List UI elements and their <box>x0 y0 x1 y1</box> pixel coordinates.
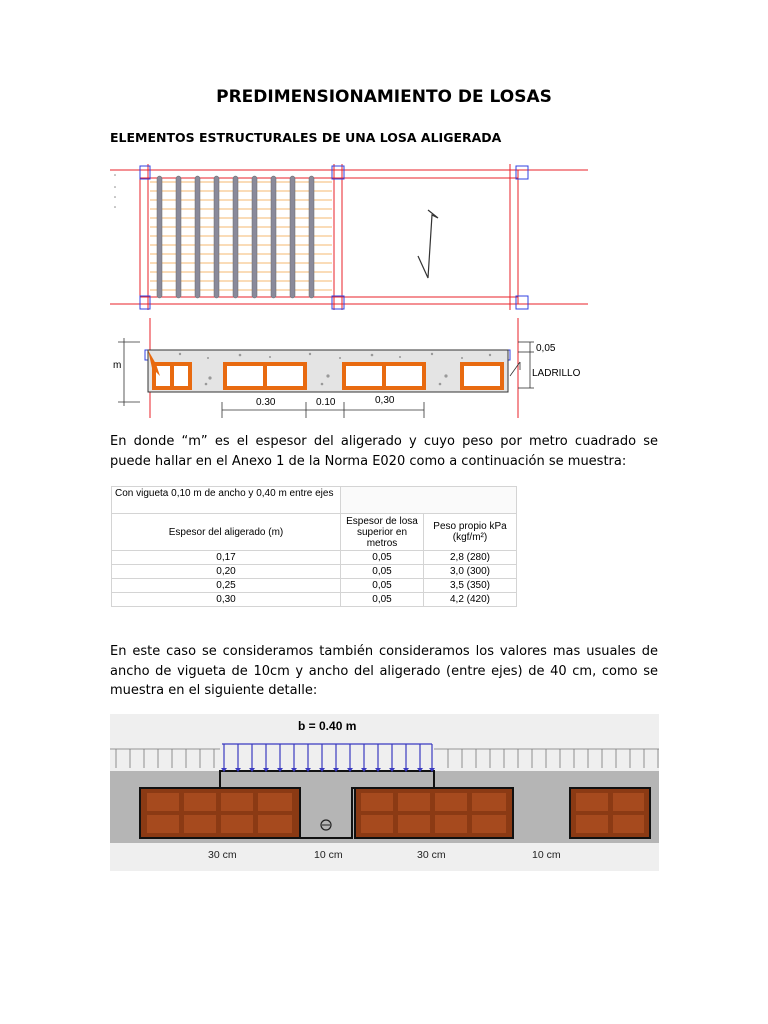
dimension-label: 10 cm <box>532 849 561 861</box>
table-cell: 0,05 <box>341 579 424 593</box>
table-header: Espesor de losa superior en metros <box>341 514 424 551</box>
table-cell: 0,05 <box>341 565 424 579</box>
table-header: Peso propio kPa (kgf/m²) <box>424 514 517 551</box>
table-cell: 0,20 <box>112 565 341 579</box>
brick-width-dimension-2: 0,30 <box>375 395 395 406</box>
table-caption: Con vigueta 0,10 m de ancho y 0,40 m entre ejes <box>112 487 341 514</box>
table-cell: 0,17 <box>112 551 341 565</box>
paragraph-detail: En este caso se consideramos también consideramos los valores mas usuales de ancho de vigueta de 10cm y ancho del aligerado (entre ejes) de 40 cm, como se muestra en el siguiente detalle: <box>110 644 658 698</box>
slab-section-drawing <box>110 318 600 418</box>
table-row <box>112 565 517 579</box>
section-subtitle: ELEMENTOS ESTRUCTURALES DE UNA LOSA ALIGERADA <box>110 130 502 145</box>
thickness-label-m: m <box>113 360 122 371</box>
table-cell: 0,05 <box>341 551 424 565</box>
table-cell: 3,5 (350) <box>424 579 517 593</box>
paragraph-intro: En donde “m” es el espesor del aligerado y cuyo peso por metro cuadrado se puede hallar en el Anexo 1 de la Norma E020 como a continuación se muestra: <box>110 434 658 469</box>
table-row <box>112 551 517 565</box>
slab-plan-drawing <box>110 160 590 322</box>
dimension-label: 30 cm <box>417 849 446 861</box>
dimension-label: 10 cm <box>314 849 343 861</box>
table-row <box>112 593 517 607</box>
e020-weight-table <box>111 486 517 607</box>
brick-width-dimension: 0.30 <box>256 397 276 408</box>
table-cell: 0,05 <box>341 593 424 607</box>
table-header: Espesor del aligerado (m) <box>112 514 341 551</box>
top-slab-dimension: 0,05 <box>536 343 556 354</box>
dimension-label: 30 cm <box>208 849 237 861</box>
table-cell: 0,30 <box>112 593 341 607</box>
joist-width-dimension: 0.10 <box>316 397 336 408</box>
table-cell: 4,2 (420) <box>424 593 517 607</box>
brick-label: LADRILLO <box>532 368 581 379</box>
page-title: PREDIMENSIONAMIENTO DE LOSAS <box>216 87 552 107</box>
width-label: b = 0.40 m <box>298 719 357 733</box>
joist-detail-drawing <box>110 714 659 871</box>
table-cell: 2,8 (280) <box>424 551 517 565</box>
table-cell: 3,0 (300) <box>424 565 517 579</box>
table-row <box>112 579 517 593</box>
table-cell: 0,25 <box>112 579 341 593</box>
table-caption-empty <box>341 487 517 514</box>
